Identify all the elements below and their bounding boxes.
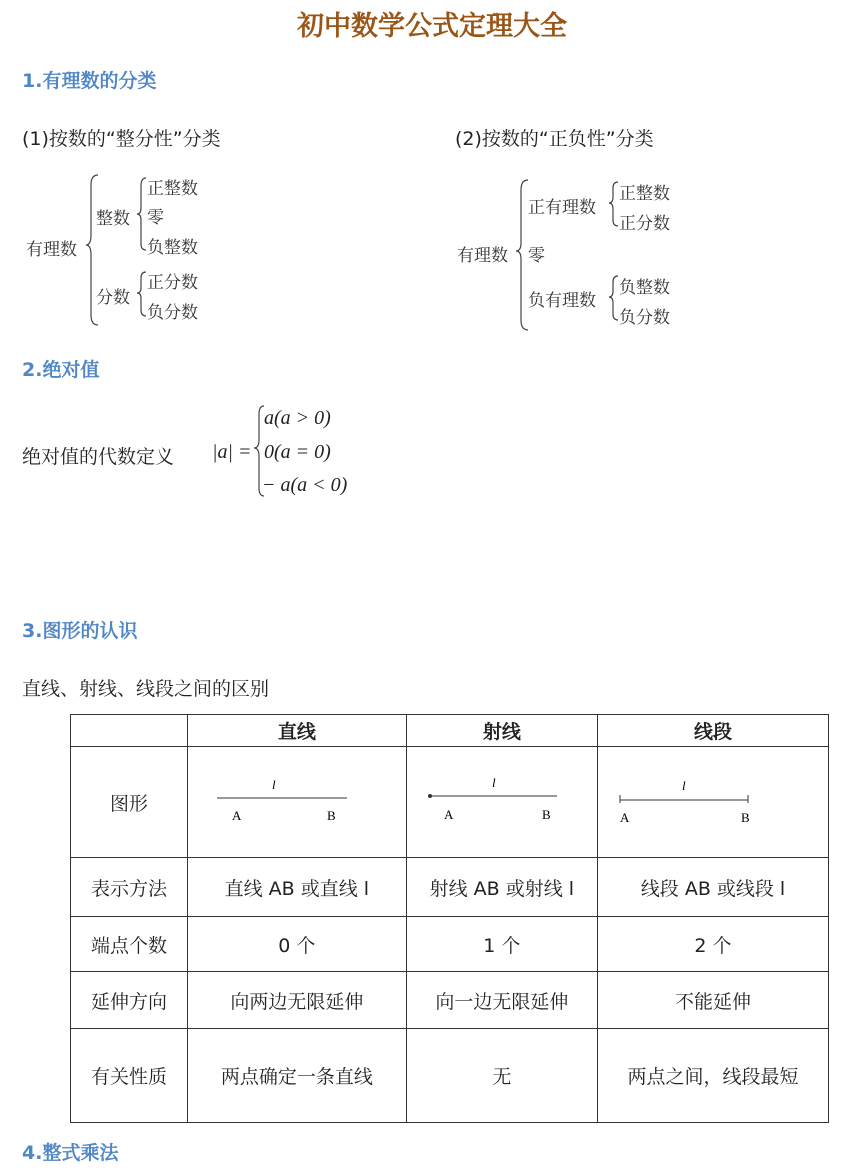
cell: 两点确定一条直线 xyxy=(188,1029,407,1123)
tree-leaf: 正整数 xyxy=(147,179,198,199)
row-label: 图形 xyxy=(71,747,188,858)
subtitle-integer-fraction: (1)按数的“整分性”分类 xyxy=(22,128,221,150)
section-heading-4: 4.整式乘法 xyxy=(22,1142,119,1164)
cell: 向一边无限延伸 xyxy=(406,972,597,1029)
cell: 向两边无限延伸 xyxy=(188,972,407,1029)
line-comparison-table xyxy=(70,714,829,1123)
tree-leaf: 正分数 xyxy=(619,214,670,234)
abs-label: 绝对值的代数定义 xyxy=(22,446,175,468)
subtitle-sign: (2)按数的“正负性”分类 xyxy=(455,128,654,150)
row-label: 有关性质 xyxy=(71,1029,188,1123)
tree-node: 零 xyxy=(528,246,545,266)
section-heading-3: 3.图形的认识 xyxy=(22,620,138,642)
header-cell: 直线 xyxy=(188,715,407,747)
table-row xyxy=(71,917,829,972)
table-caption: 直线、射线、线段之间的区别 xyxy=(22,678,270,700)
section-heading-1: 1.有理数的分类 xyxy=(22,70,157,92)
row-label: 延伸方向 xyxy=(71,972,188,1029)
fig-l: l xyxy=(491,775,496,790)
fig-l: l xyxy=(271,777,276,792)
page-title: 初中数学公式定理大全 xyxy=(297,11,567,42)
table-header-row xyxy=(71,715,829,747)
case: 0(a = 0) xyxy=(264,441,331,463)
cell: 0 个 xyxy=(188,917,407,972)
cell: 射线 AB 或射线 l xyxy=(406,858,597,917)
abs-lhs: |a| = xyxy=(212,441,252,463)
ray-figure xyxy=(406,747,597,858)
fig-a: A xyxy=(443,807,454,822)
tree-node: 负有理数 xyxy=(528,291,596,311)
table-row xyxy=(71,1029,829,1123)
fig-b: B xyxy=(326,808,336,823)
table-row xyxy=(71,747,829,858)
tree-leaf: 负分数 xyxy=(147,303,198,323)
fig-a: A xyxy=(231,808,242,823)
tree-node: 整数 xyxy=(96,209,130,229)
tree-node: 正有理数 xyxy=(528,198,596,218)
cell: 线段 AB 或线段 l xyxy=(598,858,829,917)
tree-leaf: 正分数 xyxy=(147,273,198,293)
header-cell xyxy=(71,715,188,747)
cell: 1 个 xyxy=(406,917,597,972)
fig-b: B xyxy=(741,810,750,825)
fig-a: A xyxy=(620,810,630,825)
row-label: 端点个数 xyxy=(71,917,188,972)
tree-root: 有理数 xyxy=(457,246,508,266)
cell: 无 xyxy=(406,1029,597,1123)
section-heading-2: 2.绝对值 xyxy=(22,359,100,381)
tree-root: 有理数 xyxy=(26,240,77,260)
fig-l: l xyxy=(682,778,686,793)
header-cell: 线段 xyxy=(598,715,829,747)
case: − a(a < 0) xyxy=(262,474,348,496)
row-label: 表示方法 xyxy=(71,858,188,917)
line-figure xyxy=(188,747,407,858)
cell: 2 个 xyxy=(598,917,829,972)
fig-b: B xyxy=(541,807,551,822)
cell: 两点之间，线段最短 xyxy=(598,1029,829,1123)
cell: 直线 AB 或直线 l xyxy=(188,858,407,917)
header-cell: 射线 xyxy=(406,715,597,747)
cell: 不能延伸 xyxy=(598,972,829,1029)
segment-figure xyxy=(598,747,829,858)
tree-node: 分数 xyxy=(96,288,130,308)
tree-leaf: 正整数 xyxy=(619,184,670,204)
case: a(a > 0) xyxy=(264,407,331,429)
tree-leaf: 负整数 xyxy=(147,238,198,258)
tree-leaf: 负分数 xyxy=(619,308,670,328)
table-row xyxy=(71,858,829,917)
table-row xyxy=(71,972,829,1029)
tree-leaf: 零 xyxy=(147,208,164,228)
tree-leaf: 负整数 xyxy=(619,278,670,298)
